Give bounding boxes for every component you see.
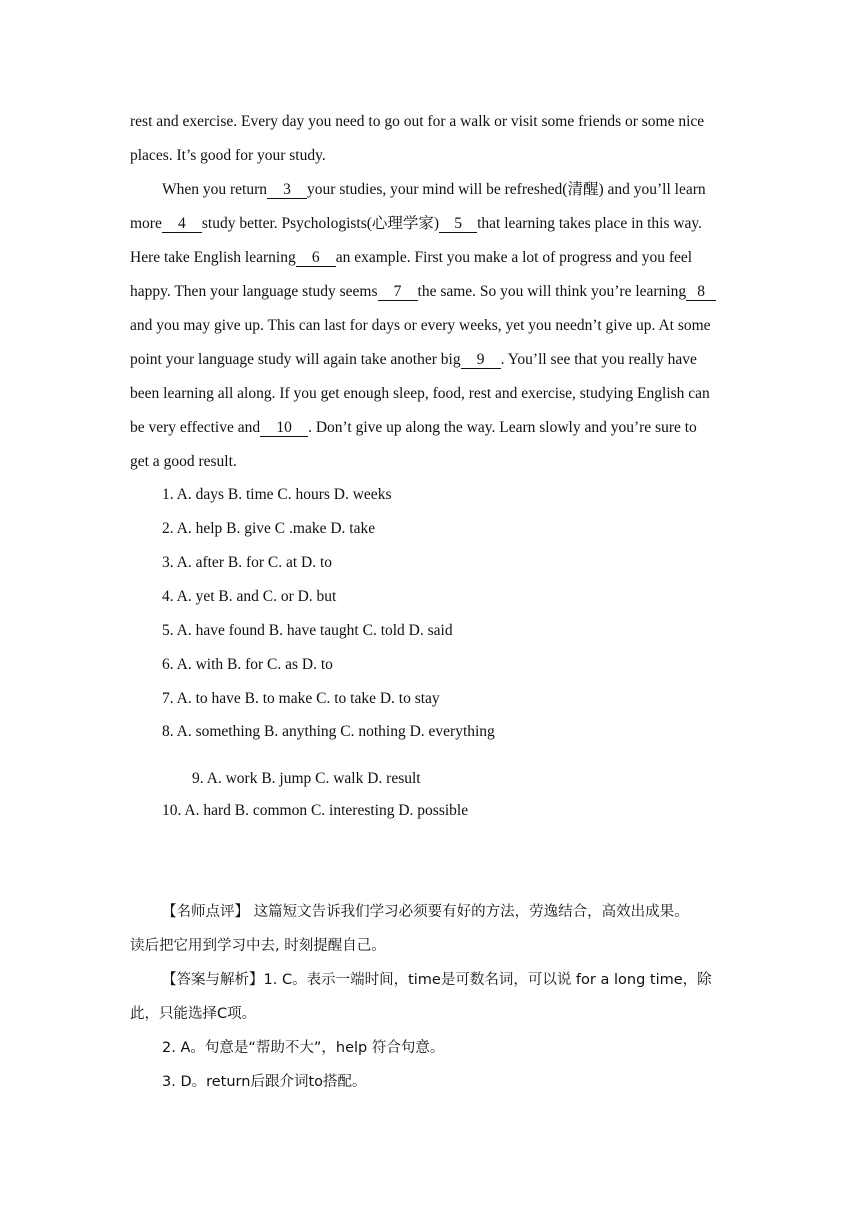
question-item: 6. A. with B. for C. as D. to [162, 656, 333, 673]
commentary-line: 读后把它用到学习中去, 时刻提醒自己。 [130, 938, 386, 954]
blank-10: 10 [260, 420, 308, 437]
question-item: 4. A. yet B. and C. or D. but [162, 588, 337, 605]
text-segment: an example. First you make a lot of progress and you feel [335, 249, 693, 266]
text-segment: your studies, your mind will be refreshed(清醒) and you’ll learn [307, 181, 706, 198]
question-item: 7. A. to have B. to make C. to take D. to stay [162, 690, 440, 707]
question-item: 10. A. hard B. common C. interesting D. possible [162, 802, 469, 819]
question-item: 1. A. days B. time C. hours D. weeks [162, 486, 392, 503]
blank-7: 7 [378, 284, 418, 301]
text-segment: happy. Then your language study seems [130, 283, 378, 300]
question-item: 9. A. work B. jump C. walk D. result [192, 770, 421, 787]
question-item: 2. A. help B. give C .make D. take [162, 520, 376, 537]
passage-line [130, 282, 716, 302]
text-segment: . Don’t give up along the way. Learn slowly and you’re sure to [308, 419, 697, 436]
question-item: 5. A. have found B. have taught C. told D. said [162, 622, 453, 639]
blank-8: 8 [686, 284, 716, 301]
question-item: 8. A. something B. anything C. nothing D. everything [162, 723, 495, 740]
passage-line: places. It’s good for your study. [130, 147, 326, 164]
blank-5: 5 [439, 216, 477, 233]
passage-line [130, 350, 697, 370]
blank-9: 9 [461, 352, 501, 369]
text-segment: more [130, 215, 162, 232]
text-segment: be very effective and [130, 419, 261, 436]
passage-line [130, 214, 702, 234]
blank-6: 6 [296, 250, 336, 267]
text-segment: that learning takes place in this way. [477, 215, 703, 232]
text-segment: point your language study will again take another big [130, 351, 461, 368]
answer-line: 【答案与解析】1. C。表示一端时间，time是可数名词，可以说 for a long time，除 [162, 972, 712, 988]
passage-line: and you may give up. This can last for days or every weeks, yet you needn’t give up. At some [130, 317, 711, 334]
passage-line [130, 248, 692, 268]
text-segment: . You’ll see that you really have [500, 351, 697, 368]
blank-4: 4 [162, 216, 202, 233]
answer-line: 3. D。return后跟介词to搭配。 [162, 1074, 367, 1090]
passage-line [162, 180, 706, 200]
text-segment: the same. So you will think you’re learning [417, 283, 687, 300]
passage-line [130, 418, 697, 438]
answer-line: 此，只能选择C项。 [130, 1006, 257, 1022]
text-segment: When you return [162, 181, 268, 198]
passage-line: get a good result. [130, 453, 237, 470]
passage-line: rest and exercise. Every day you need to go out for a walk or visit some friends or some nice [130, 113, 705, 130]
text-segment: study better. Psychologists(心理学家) [201, 215, 440, 232]
question-item: 3. A. after B. for C. at D. to [162, 554, 333, 571]
answer-line: 2. A。句意是“帮助不大”，help 符合句意。 [162, 1040, 445, 1056]
blank-3: 3 [267, 182, 307, 199]
passage-line: been learning all along. If you get enough sleep, food, rest and exercise, studying English can [130, 385, 710, 402]
commentary-line: 【名师点评】 这篇短文告诉我们学习必须要有好的方法，劳逸结合，高效出成果。 [162, 904, 689, 920]
text-segment: Here take English learning [130, 249, 296, 266]
